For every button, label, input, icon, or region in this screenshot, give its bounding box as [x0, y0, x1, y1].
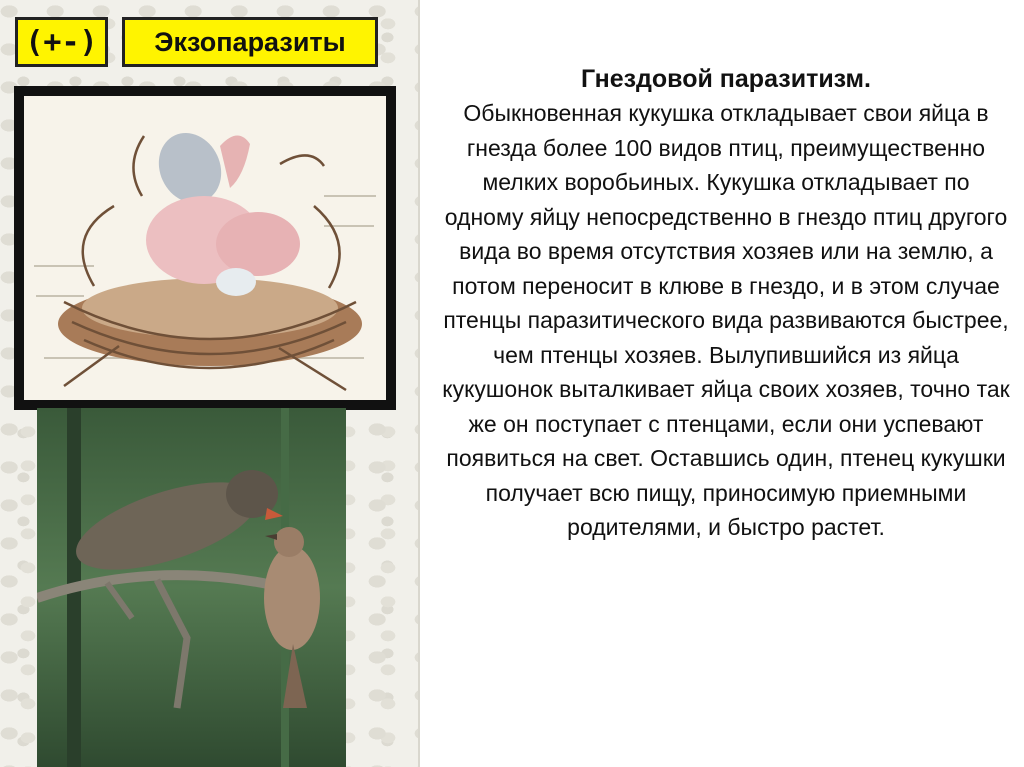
slide-body-text: Обыкновенная кукушка откладывает свои яйца в гнезда более 100 видов птиц, преимущественно мелких воробьиных. Кукушка откладывает по одному яйцу непосредственно в гнездо птиц другого вида во время отсутствия хозяев или на землю, а потом переносит в клюве в гнездо, и в этом случае птенцы паразитического вида развиваются быстрее, чем птенцы хозяев. Вылупившийся из яйца кукушонок выталкивает яйца своих хозяев, точно так же он поступает с птенцами, если они успевают появиться на свет. Оставшись один, птенец кукушки получает всю пищу, приносимую приемными родителями, и быстро растет.: [442, 100, 1010, 540]
slide-headline: Гнездовой паразитизм.: [581, 65, 871, 93]
interaction-sign-tag: (+-): [15, 17, 108, 67]
cuckoo-fed-by-host-bird-photo: [37, 408, 346, 767]
slide-text-block: [440, 62, 1012, 545]
panel-divider: [418, 0, 420, 767]
cuckoo-chick-in-nest-drawing: [24, 96, 386, 400]
nest-illustration: [24, 96, 386, 400]
category-tag: Экзопаразиты: [122, 17, 378, 67]
cuckoo-feeding-photo: [37, 408, 346, 767]
